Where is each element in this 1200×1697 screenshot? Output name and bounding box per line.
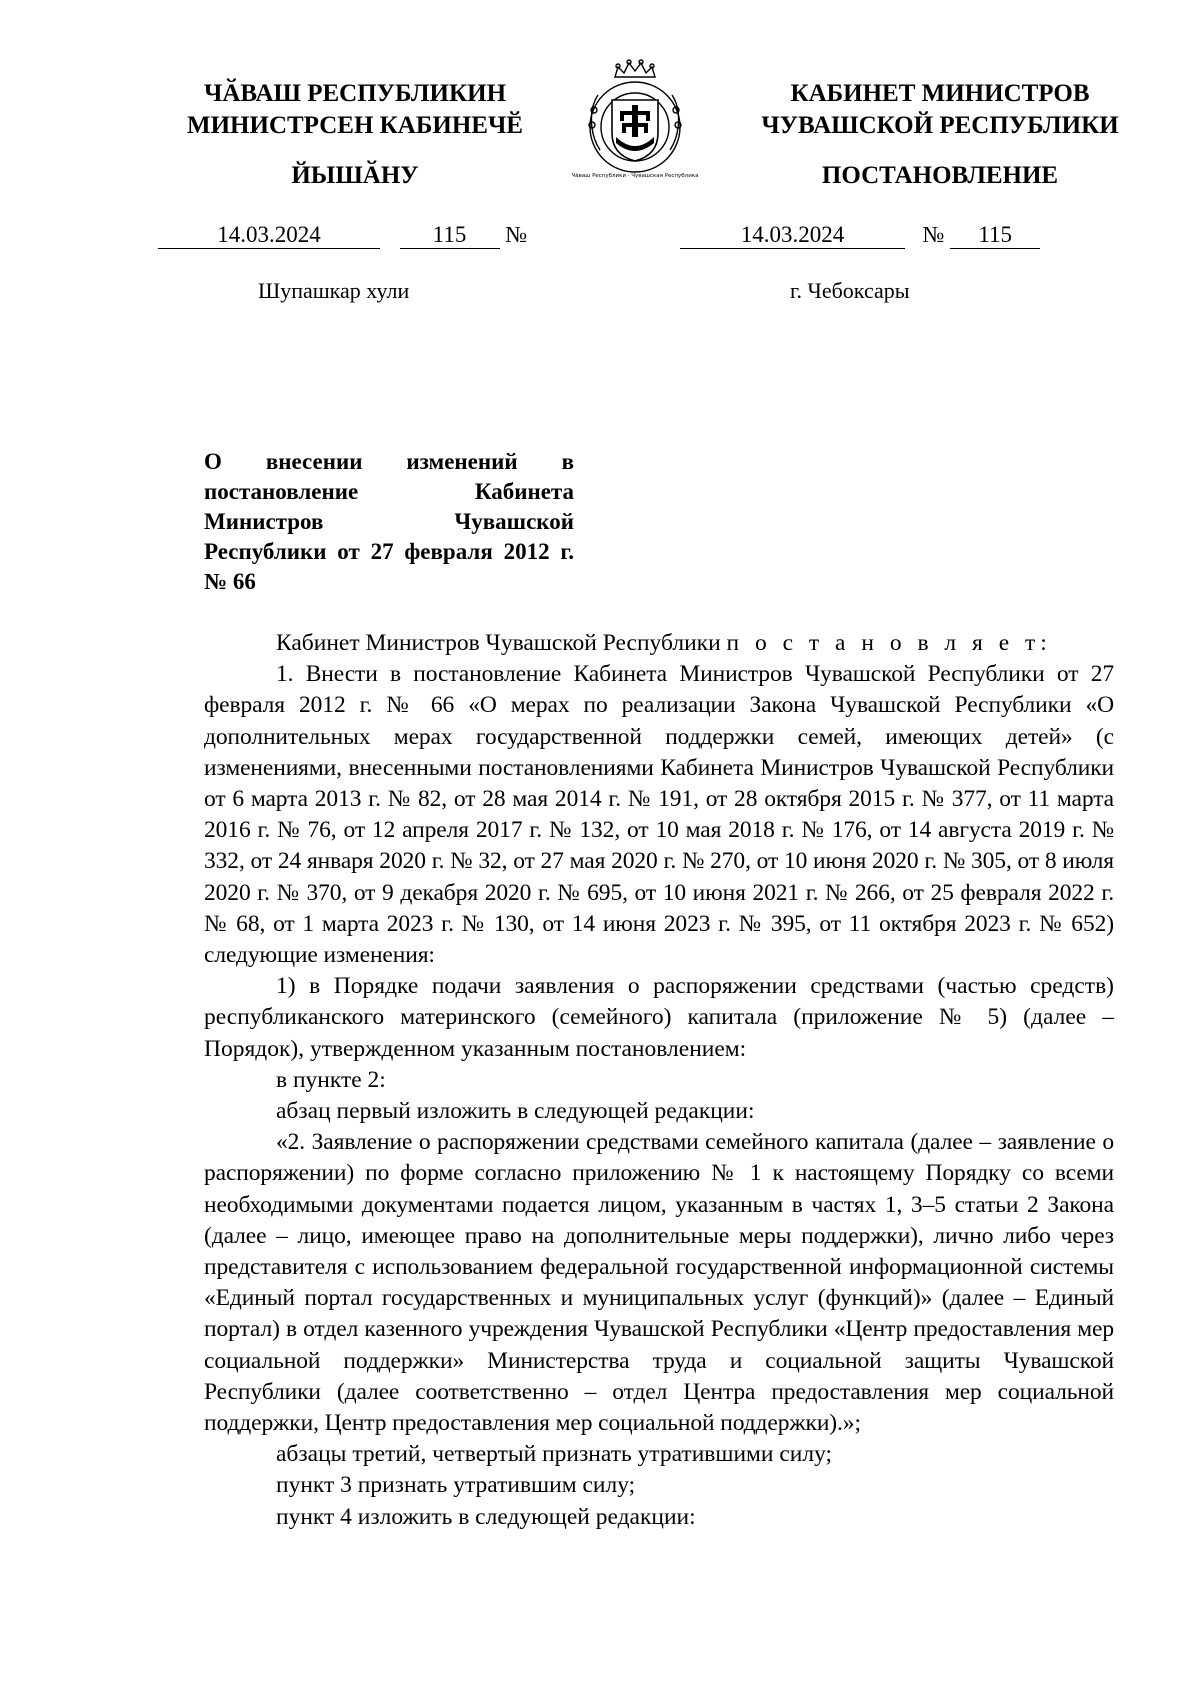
intro-lead: Кабинет Министров Чувашской Республики <box>276 630 721 656</box>
document-body <box>204 628 1114 1533</box>
header-right-line1: КАБИНЕТ МИНИСТРОВ <box>790 80 1090 107</box>
number-line-left <box>158 222 527 252</box>
paragraph-2: 1) в Порядке подачи заявления о распоряжении средствами (частью средств) республиканского материнского (семейного) капитала (приложение № 5) (далее – Порядок), утвержденном указанным постановлением: <box>204 973 1114 1062</box>
paragraph-1: 1. Внести в постановление Кабинета Министров Чувашской Республики от 27 февраля 2012 г. № 66 «О мерах по реализации Закона Чувашской Республики «О дополнительных мерах государственной поддержки семей, имеющих детей» (с изменениями, внесенными постановлениями Кабинета Министров Чувашской Республики от 6 марта 2013 г. № 82, от 28 мая 2014 г. № 191, от 28 октября 2015 г. № 377, от 11 марта 2016 г. № 76, от 12 апреля 2017 г. № 132, от 10 мая 2018 г. № 176, от 14 августа 2019 г. № 332, от 24 января 2020 г. № 32, от 27 мая 2020 г. № 270, от 10 июня 2020 г. № 305, от 8 июля 2020 г. № 370, от 9 декабря 2020 г. № 695, от 10 июня 2021 г. № 266, от 25 февраля 2022 г. № 68, от 1 марта 2023 г. № 130, от 14 июня 2023 г. № 395, от 11 октября 2023 г. № 652) следующие изменения: <box>204 661 1114 969</box>
paragraph-3: в пункте 2: <box>276 1066 386 1093</box>
number-left: 115 <box>400 222 500 249</box>
header-right-title <box>715 78 1165 142</box>
number-sign-right: № <box>922 222 945 247</box>
doc-type-left: ЙЫШӐНУ <box>291 162 419 189</box>
paragraph-5: «2. Заявление о распоряжении средствами семейного капитала (далее – заявление о распоряжении) по форме согласно приложению № 1 к настоящему Порядку со всеми необходимыми документами подается лицом, указанным в частях 1, 3–5 статьи 2 Закона (далее – лицо, имеющее право на дополнительные меры поддержки), лично либо через представителя с использованием федеральной государственной информационной системы «Единый портал государственных и муниципальных услуг (функций)» (далее – Единый портал) в отдел казенного учреждения Чувашской Республики «Центр предоставления мер социальной поддержки» Министерства труда и социальной защиты Чувашской Республики (далее соответственно – отдел Центра предоставления мер социальной поддержки, Центр предоставления мер социальной поддержки).»; <box>204 1129 1114 1437</box>
emblem-ring-text: Чăваш Республики · Чувашская Республика <box>571 173 699 179</box>
header-left-title <box>175 78 535 142</box>
number-line-right <box>680 222 1040 252</box>
date-left: 14.03.2024 <box>158 222 380 249</box>
intro-verb: п о с т а н о в л я е т: <box>726 630 1052 656</box>
document-subject: О внесении изменений в постановление Кабинета Министров Чувашской Республики от 27 февраля 2012 г. № 66 <box>204 449 574 594</box>
city-right: г. Чебоксары <box>790 278 910 303</box>
date-right: 14.03.2024 <box>680 222 905 249</box>
header-left-line1: ЧӐВАШ РЕСПУБЛИКИН <box>203 80 507 107</box>
number-right: 115 <box>950 222 1040 249</box>
paragraph-6: абзацы третий, четвертый признать утратившими силу; <box>276 1441 833 1468</box>
number-sign-left: № <box>505 222 528 247</box>
city-left: Шупашкар хули <box>258 278 410 303</box>
paragraph-4: абзац первый изложить в следующей редакции: <box>276 1098 755 1125</box>
paragraph-8: пункт 4 изложить в следующей редакции: <box>276 1503 696 1530</box>
paragraph-7: пункт 3 признать утратившим силу; <box>276 1472 636 1499</box>
doc-type-right: ПОСТАНОВЛЕНИЕ <box>821 162 1059 189</box>
header-right-line2: ЧУВАШСКОЙ РЕСПУБЛИКИ <box>761 112 1119 139</box>
intro-paragraph <box>204 628 1114 659</box>
header-left-line2: МИНИСТРСЕН КАБИНЕЧӖ <box>187 112 523 139</box>
coat-of-arms-icon <box>570 55 700 185</box>
